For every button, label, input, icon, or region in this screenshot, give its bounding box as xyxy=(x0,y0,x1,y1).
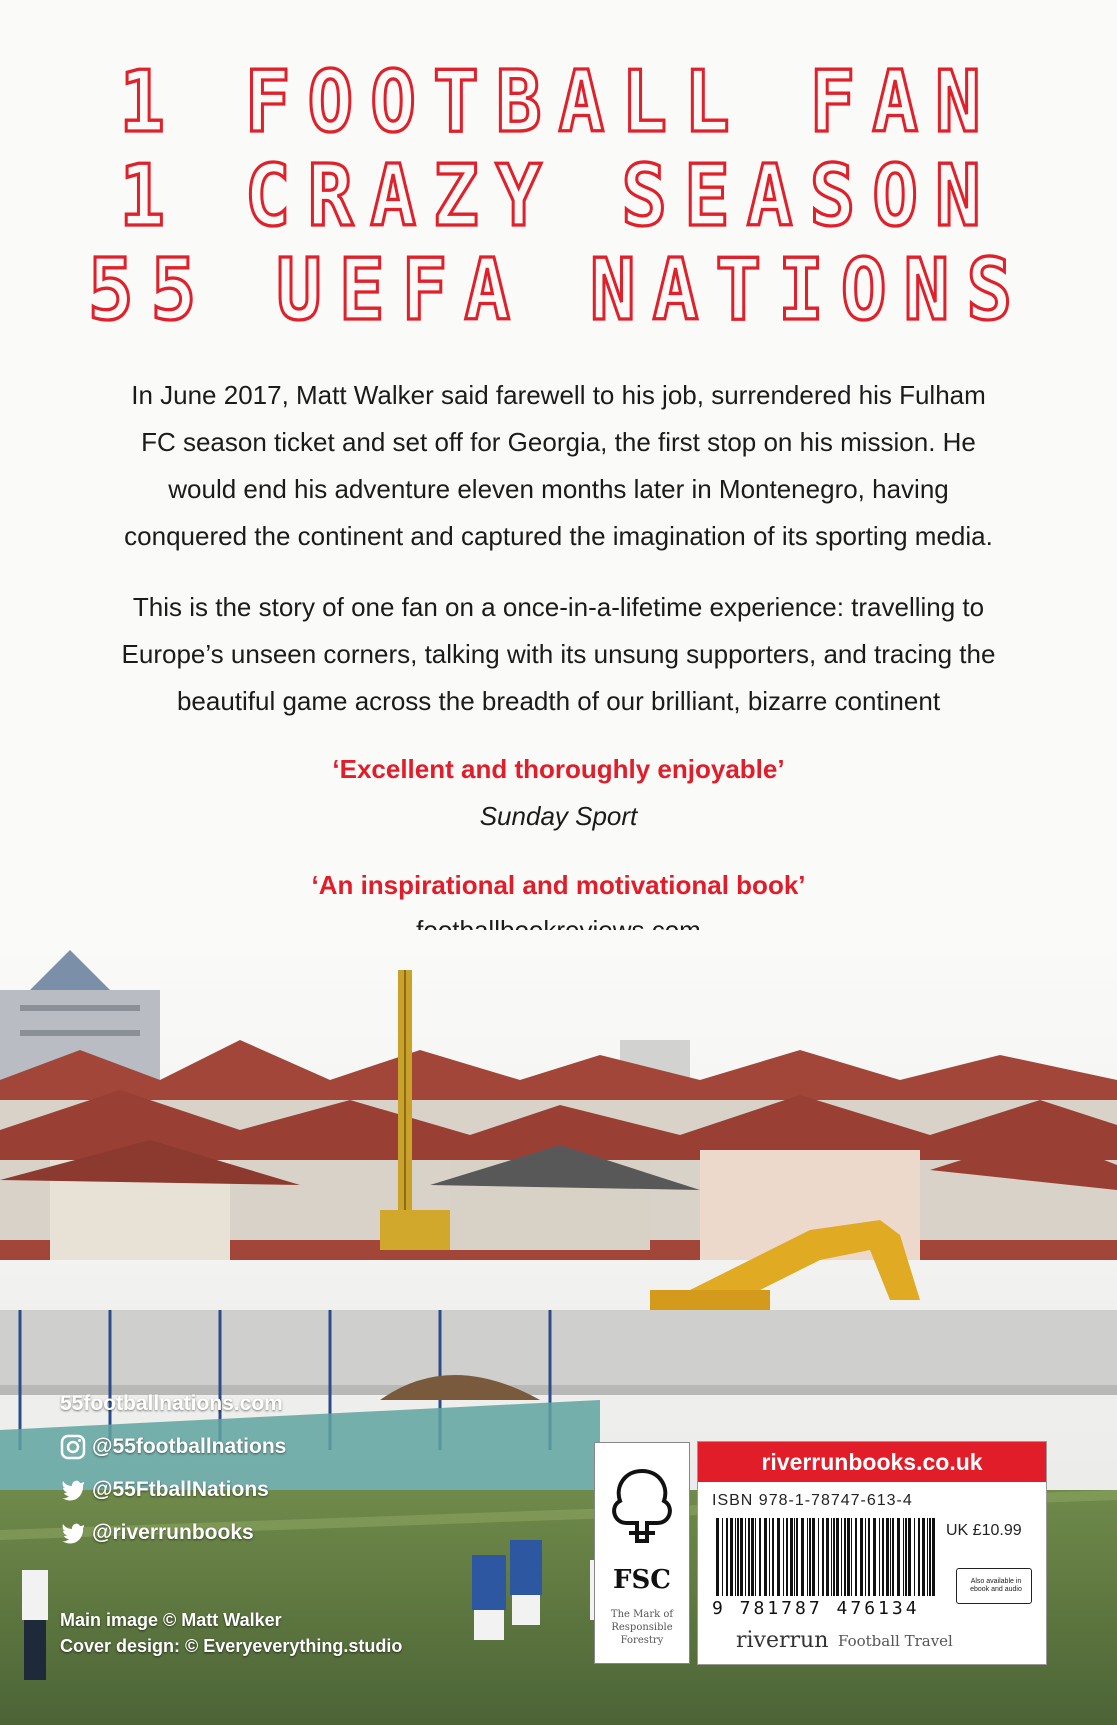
imprint-name: riverrun xyxy=(736,1628,829,1653)
barcode-bar xyxy=(794,1518,795,1596)
barcode-bar xyxy=(722,1518,723,1596)
instagram-icon xyxy=(60,1434,86,1460)
barcode-bar xyxy=(927,1518,928,1596)
fsc-tree-icon xyxy=(595,1461,689,1561)
design-credit: Cover design: © Everyeverything.studio xyxy=(60,1636,403,1656)
twitter-handle-2: @riverrunbooks xyxy=(92,1521,254,1544)
barcode-bar xyxy=(796,1518,798,1596)
barcode-bar xyxy=(879,1518,880,1596)
barcode-bar xyxy=(812,1518,815,1596)
blurb-paragraph-2: This is the story of one fan on a once-in-a-lifetime experience: travelling to Europe’s unseen corners, talking with its unsung supporters, and tracing the beautiful game across the breadth of our brilliant, bizarre continent xyxy=(121,592,996,716)
instagram-link[interactable] xyxy=(60,1434,286,1460)
barcode-bar xyxy=(892,1518,894,1596)
fsc-logo-text: FSC xyxy=(613,1565,671,1595)
barcode-bar xyxy=(807,1518,808,1596)
headline-line-2: 1 CRAZY SEASON xyxy=(119,145,998,246)
instagram-handle: @55footballnations xyxy=(92,1435,287,1458)
barcode-bar xyxy=(826,1518,829,1596)
barcode-bar xyxy=(822,1518,824,1596)
barcode-bar xyxy=(929,1518,931,1596)
barcode xyxy=(712,1518,942,1598)
barcode-bar xyxy=(833,1518,835,1596)
barcode-bar xyxy=(865,1518,866,1596)
barcode-bar xyxy=(886,1518,889,1596)
barcode-bar xyxy=(897,1518,900,1596)
barcode-bar xyxy=(748,1518,750,1596)
price: UK £10.99 xyxy=(946,1522,1022,1539)
barcode-bar xyxy=(882,1518,884,1596)
twitter-handle-1: @55FtballNations xyxy=(92,1478,269,1501)
barcode-bar xyxy=(726,1518,728,1596)
barcode-bar xyxy=(735,1518,736,1596)
barcode-bar xyxy=(914,1518,915,1596)
barcode-bar xyxy=(836,1518,839,1596)
barcode-bar xyxy=(801,1518,804,1596)
barcode-bar xyxy=(844,1518,846,1596)
barcode-box xyxy=(697,1441,1047,1665)
barcode-bar xyxy=(831,1518,832,1596)
fsc-tagline: The Mark of Responsible Forestry xyxy=(610,1609,674,1646)
barcode-bar xyxy=(790,1518,793,1596)
barcode-bar xyxy=(769,1518,770,1596)
barcode-bar xyxy=(730,1518,733,1596)
barcode-bar xyxy=(772,1518,774,1596)
barcode-bar xyxy=(745,1518,746,1596)
review-quote-1: ‘Excellent and thoroughly enjoyable’ xyxy=(332,754,785,784)
publisher-website[interactable]: riverrunbooks.co.uk xyxy=(698,1442,1046,1482)
barcode-bar xyxy=(873,1518,876,1596)
barcode-bar xyxy=(755,1518,756,1596)
barcode-bar xyxy=(783,1518,784,1596)
barcode-bar xyxy=(932,1518,935,1596)
fsc-label xyxy=(594,1442,690,1664)
image-credit: Main image © Matt Walker xyxy=(60,1610,282,1630)
barcode-bar xyxy=(809,1518,811,1596)
headline-line-3: 55 UEFA NATIONS xyxy=(87,239,1030,340)
barcode-bar xyxy=(918,1518,920,1596)
book-category: Football Travel xyxy=(838,1632,953,1650)
barcode-bar xyxy=(868,1518,870,1596)
barcode-bar xyxy=(860,1518,863,1596)
barcode-bar xyxy=(786,1518,788,1596)
headline-line-1: 1 FOOTBALL FAN xyxy=(119,51,998,152)
twitter-link-1[interactable] xyxy=(60,1477,269,1503)
barcode-bar xyxy=(759,1518,761,1596)
twitter-link-2[interactable] xyxy=(60,1520,254,1546)
barcode-bar xyxy=(737,1518,739,1596)
blurb-paragraph-1: In June 2017, Matt Walker said farewell to his job, surrendered his Fulham FC season ticket and set off for Georgia, the first stop on his mission. He would end his adventure eleven months later in Montenegro, having conquered the continent and captured the imagination of its sporting media. xyxy=(124,380,993,551)
barcode-bar xyxy=(777,1518,780,1596)
barcode-bar xyxy=(841,1518,842,1596)
website-link[interactable] xyxy=(60,1392,283,1416)
barcode-bar xyxy=(764,1518,767,1596)
barcode-bar xyxy=(740,1518,743,1596)
barcode-number: 9 781787 476134 xyxy=(712,1598,920,1619)
barcode-bar xyxy=(903,1518,904,1596)
website-text: 55footballnations.com xyxy=(60,1392,283,1415)
headline xyxy=(0,51,1117,340)
barcode-bar xyxy=(716,1518,719,1596)
review-quote-2: ‘An inspirational and motivational book’ xyxy=(311,870,806,900)
barcode-bar xyxy=(851,1518,852,1596)
isbn: ISBN 978-1-78747-613-4 xyxy=(712,1492,913,1509)
ebook-note: Also available in ebook and audio xyxy=(970,1578,1022,1593)
barcode-bar xyxy=(908,1518,911,1596)
barcode-bar xyxy=(890,1518,891,1596)
barcode-bar xyxy=(751,1518,754,1596)
twitter-icon xyxy=(60,1477,86,1503)
twitter-icon xyxy=(60,1520,86,1546)
barcode-bar xyxy=(905,1518,907,1596)
barcode-bar xyxy=(922,1518,925,1596)
barcode-bar xyxy=(818,1518,819,1596)
barcode-bar xyxy=(855,1518,857,1596)
barcode-bar xyxy=(847,1518,850,1596)
review-source-1: Sunday Sport xyxy=(479,801,638,831)
